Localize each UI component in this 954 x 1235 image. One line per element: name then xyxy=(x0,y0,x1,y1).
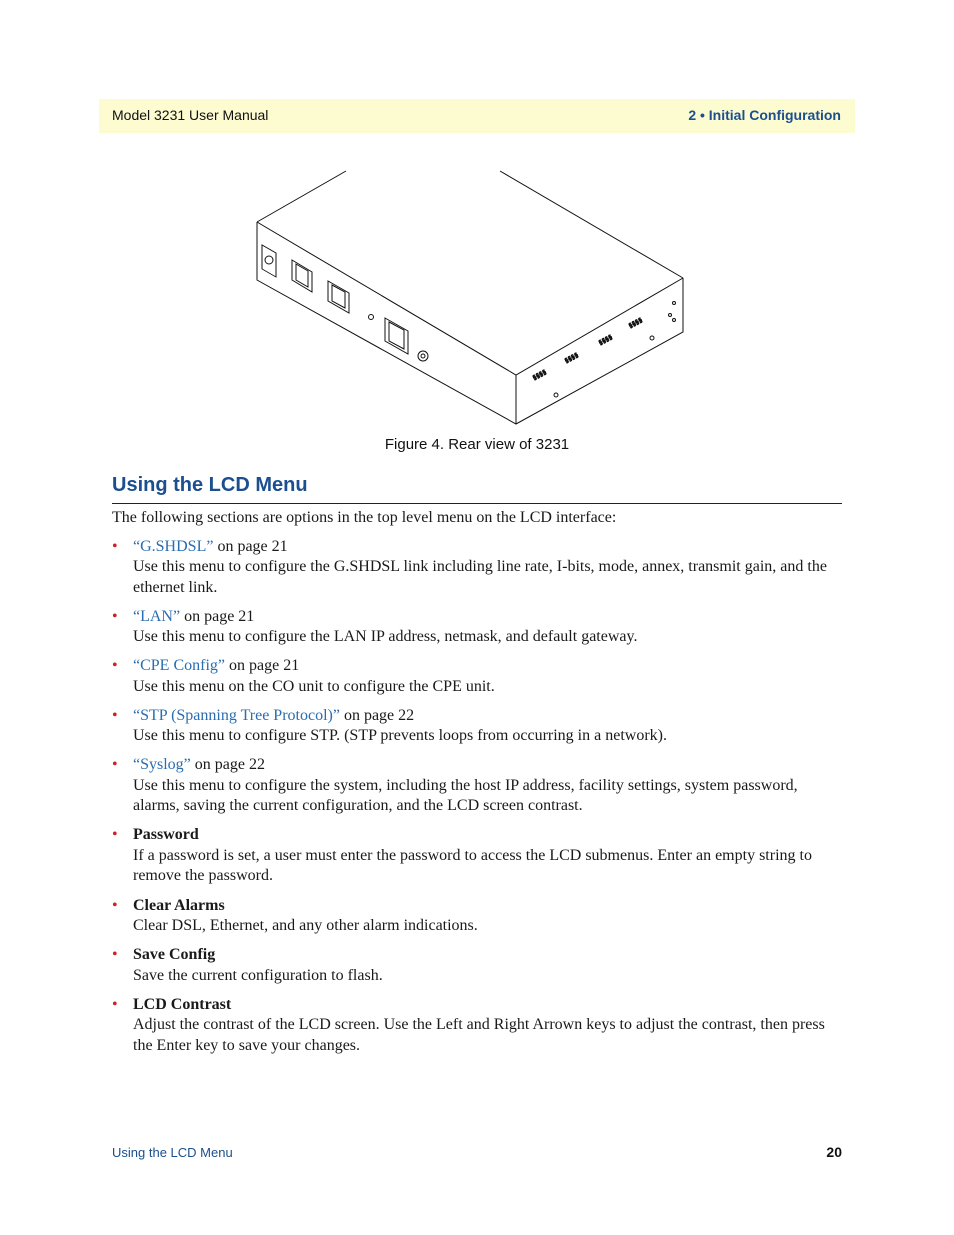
list-item xyxy=(112,537,842,599)
list-item xyxy=(112,825,842,887)
bullet: • xyxy=(112,896,118,914)
page-header xyxy=(99,99,855,133)
list-item xyxy=(112,945,842,986)
section-heading: Using the LCD Menu xyxy=(112,474,308,496)
syslog-link[interactable]: “Syslog” xyxy=(133,756,191,774)
page-ref: on page 21 xyxy=(213,537,288,555)
gshdsl-link[interactable]: “G.SHDSL” xyxy=(133,537,214,555)
item-title: Save Config xyxy=(133,946,216,964)
item-description: Adjust the contrast of the LCD screen. Use the Left and Right Arrown keys to adjust the contrast, then press the Enter key to save your changes. xyxy=(133,1016,825,1054)
item-description: If a password is set, a user must enter the password to access the LCD submenus. Enter an empty string to remove the password. xyxy=(133,846,812,885)
list-item xyxy=(112,656,842,697)
list-item xyxy=(112,755,842,817)
item-title: LCD Contrast xyxy=(133,995,232,1013)
page-ref: on page 22 xyxy=(339,706,415,724)
page-ref: on page 21 xyxy=(225,657,300,675)
bullet: • xyxy=(112,756,118,774)
item-description: Use this menu on the CO unit to configure the CPE unit. xyxy=(133,677,495,695)
list-item xyxy=(112,995,842,1057)
lan-link[interactable]: “LAN” xyxy=(133,607,181,625)
figure-caption: Figure 4. Rear view of 3231 xyxy=(384,436,570,453)
page-ref: on page 21 xyxy=(180,607,255,625)
svg-text:§§§§: §§§§ xyxy=(531,368,548,382)
menu-options-list xyxy=(112,537,842,1057)
bullet: • xyxy=(112,995,118,1013)
cpe-config-link[interactable]: “CPE Config” xyxy=(133,657,225,675)
item-description: Use this menu to configure the system, including the host IP address, facility settings, system password, alarms, saving the current configuration, and the LCD screen contrast. xyxy=(133,776,798,815)
item-description: Save the current configuration to flash. xyxy=(133,966,383,984)
page-ref: on page 22 xyxy=(190,756,265,774)
list-item xyxy=(112,896,842,937)
item-description: Clear DSL, Ethernet, and any other alarm indications. xyxy=(133,917,478,935)
bullet: • xyxy=(112,537,118,555)
bullet: • xyxy=(112,946,118,964)
bullet: • xyxy=(112,607,118,625)
svg-text:§§§§: §§§§ xyxy=(563,351,580,365)
bullet: • xyxy=(112,706,118,724)
device-rear-view-illustration xyxy=(250,168,690,430)
svg-text:§§§§: §§§§ xyxy=(627,316,644,330)
list-item xyxy=(112,607,842,648)
item-title: Clear Alarms xyxy=(133,896,225,914)
item-description: Use this menu to configure STP. (STP prevents loops from occurring in a network). xyxy=(133,727,667,745)
page-number: 20 xyxy=(826,1144,842,1160)
svg-text:§§§§: §§§§ xyxy=(597,333,614,347)
item-description: Use this menu to configure the G.SHDSL link including line rate, I-bits, mode, annex, transmit gain, and the ethernet link. xyxy=(133,558,827,596)
list-item xyxy=(112,706,842,747)
footer-section-link[interactable]: Using the LCD Menu xyxy=(112,1145,233,1160)
chapter-title: 2 • Initial Configuration xyxy=(688,107,841,123)
intro-paragraph: The following sections are options in the top level menu on the LCD interface: xyxy=(112,509,617,526)
item-title: Password xyxy=(133,826,199,844)
stp-link[interactable]: “STP (Spanning Tree Protocol)” xyxy=(133,706,340,724)
manual-title: Model 3231 User Manual xyxy=(112,107,269,123)
bullet: • xyxy=(112,826,118,844)
item-description: Use this menu to configure the LAN IP address, netmask, and default gateway. xyxy=(133,628,638,646)
heading-rule xyxy=(112,503,842,504)
section-body xyxy=(112,508,842,1065)
bullet: • xyxy=(112,657,118,675)
